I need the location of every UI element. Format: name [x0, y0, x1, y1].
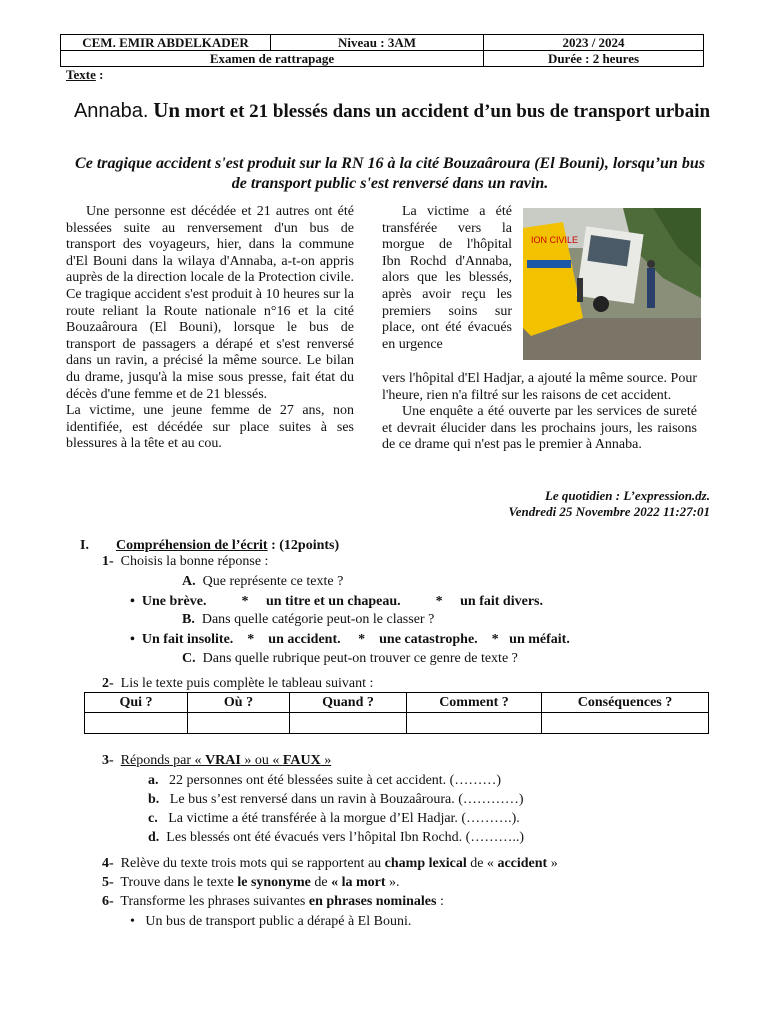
question-4: 4- Relève du texte trois mots qui se rapportent au champ lexical de « accident » [102, 856, 558, 871]
paragraph: Une personne est décédée et 21 autres ont été blessées suite au renversement d'un bus de transport des voyageurs, hier, dans la commune d'El Bouni dans la wilaya d'Annaba, a-t-on appris auprès de la direction locale de la Protection civile. Ce tragique accident s'est produit à 10 heures sur la route reliant la Route nationale n°16 et la cité Bouzaâroura (El Bouni), lorsque le bus de transport de passagers a dérapé et s'est renversé dans un ravin, a précisé la même source. Le bilan du drame, jusqu'à la mise sous presse, fait état du décès d'une femme et de 21 blessés. [66, 204, 354, 402]
paragraph: Une enquête a été ouverte par les services de sureté et devrait élucider dans les prochains jours, les raisons de ce drame qui n'est pas le premier à Annaba. [382, 404, 697, 453]
true-false-item: b. Le bus s’est renversé dans un ravin à Bouzaâroura. (…………) [148, 792, 524, 807]
school-name: CEM. EMIR ABDELKADER [61, 35, 271, 51]
paragraph: vers l'hôpital d'El Hadjar, a ajouté la même source. Pour l'heure, rien n'a filtré sur les raisons de cet accident. [382, 371, 697, 403]
article-column-right-bottom [382, 371, 697, 454]
article-subtitle: Ce tragique accident s'est produit sur la RN 16 à la cité Bouzaâroura (El Bouni), lorsqu’un bus de transport public s'est renversé dans un ravin. [75, 155, 705, 192]
question-1b: B. Dans quelle catégorie peut-on le classer ? [182, 612, 435, 627]
accident-photo [523, 208, 701, 360]
article-source [509, 488, 710, 520]
true-false-item: d. Les blessés ont été évacués vers l’hôpital Ibn Rochd. (………..) [148, 830, 524, 845]
answer-cell[interactable] [188, 713, 290, 734]
column-header: Où ? [188, 693, 290, 713]
column-header: Conséquences ? [542, 693, 709, 713]
true-false-item: c. La victime a été transférée à la morgue d’El Hadjar. (……….). [148, 811, 520, 826]
section-heading: I. Compréhension de l’écrit : (12points) [80, 538, 340, 553]
title-city: Annaba. [73, 100, 149, 122]
column-header: Quand ? [290, 693, 407, 713]
article-title [62, 98, 722, 124]
exam-header-table [60, 34, 704, 67]
level: Niveau : 3AM [271, 35, 484, 51]
column-header: Qui ? [85, 693, 188, 713]
source-newspaper: Le quotidien : L’expression.dz. [544, 488, 710, 503]
question-2: 2- Lis le texte puis complète le tableau suivant : [102, 676, 374, 691]
question-1c: C. Dans quelle rubrique peut-on trouver ce genre de texte ? [182, 651, 518, 666]
title-rest: mort et 21 blessés dans un accident d’un bus de transport urbain [184, 101, 711, 122]
article-column-left [66, 204, 354, 453]
exam-type: Examen de rattrapage [61, 51, 484, 67]
texte-label: Texte : [66, 67, 104, 82]
question-3: 3- Réponds par « VRAI » ou « FAUX » [102, 753, 332, 768]
answer-cell[interactable] [290, 713, 407, 734]
answer-cell[interactable] [407, 713, 542, 734]
question-6: 6- Transforme les phrases suivantes en phrases nominales : [102, 894, 444, 909]
svg-text:ION CIVILE: ION CIVILE [531, 235, 579, 245]
school-year: 2023 / 2024 [484, 35, 704, 51]
accident-photo-illustration [523, 208, 701, 360]
paragraph: La victime, une jeune femme de 27 ans, non identifiée, est décédée sur place suites à ses blessures à la tête et au cou. [66, 403, 354, 452]
paragraph: La victime a été transférée vers la morgue de l'hôpital Ibn Rochd d'Annaba, alors que les blessés, après avoir reçu les premiers soins sur place, ont été évacués en urgence [382, 204, 512, 352]
title-un: Un [153, 98, 181, 122]
question-6-item: • Un bus de transport public a dérapé à El Bouni. [130, 914, 412, 929]
question-1: 1- Choisis la bonne réponse : [102, 554, 269, 569]
article-column-right-top [382, 204, 512, 353]
question-5: 5- Trouve dans le texte le synonyme de « la mort ». [102, 875, 400, 890]
answer-table [84, 692, 709, 734]
answer-cell[interactable] [85, 713, 188, 734]
source-date: Vendredi 25 Novembre 2022 11:27:01 [508, 504, 710, 519]
question-1b-options: • Un fait insolite. * un accident. * une catastrophe. * un méfait. [130, 632, 570, 647]
question-1a-options: • Une brève. * un titre et un chapeau. * un fait divers. [130, 594, 543, 609]
answer-cell[interactable] [542, 713, 709, 734]
true-false-item: a. 22 personnes ont été blessées suite à cet accident. (………) [148, 773, 502, 788]
exam-duration: Durée : 2 heures [484, 51, 704, 67]
column-header: Comment ? [407, 693, 542, 713]
question-1a: A. Que représente ce texte ? [182, 574, 344, 589]
